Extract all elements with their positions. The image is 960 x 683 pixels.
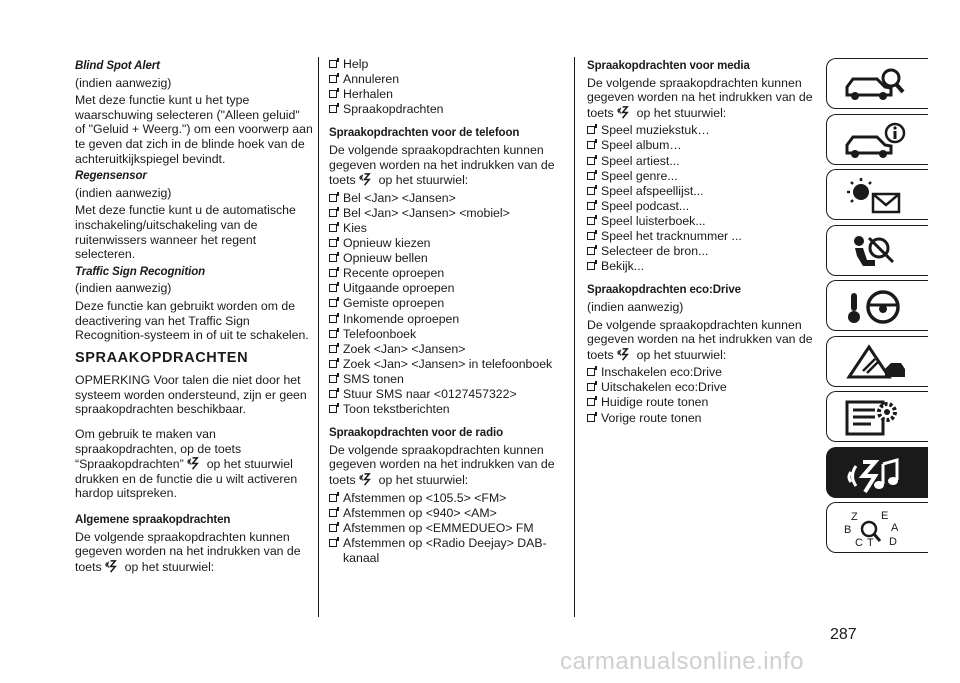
tab-car-search[interactable] <box>826 58 928 109</box>
column-3 <box>587 57 819 429</box>
section-title: SPRAAKOPDRACHTEN <box>75 349 249 366</box>
traffic-sign-text: Deze functie kan gebruikt worden om de deactivering van het Traffic Sign Recognition-systeem in of uit te schakelen. <box>75 298 309 343</box>
list-item: Spraakopdrachten <box>329 102 567 117</box>
regensensor-text: Met deze functie kunt u de automatische inschakeling/uitschakeling van de ruitenwissers wanneer het regent selecteren. <box>75 203 296 262</box>
checkbox-icon <box>329 254 337 262</box>
checkbox-icon <box>587 414 595 422</box>
phone-commands-list <box>329 191 567 417</box>
language-note: OPMERKING Voor talen die niet door het systeem worden ondersteund, zijn er geen spraakopdrachten beschikbaar. <box>75 373 307 417</box>
general-text-after: op het stuurwiel: <box>124 559 215 574</box>
checkbox-icon <box>329 299 337 307</box>
checkbox-icon <box>587 172 595 180</box>
list-item: Bel <Jan> <Jansen> <mobiel> <box>329 206 567 221</box>
list-item: Speel het tracknummer ... <box>587 229 819 244</box>
airbag-person-icon <box>841 232 911 272</box>
traffic-sign-availability: (indien aanwezig) <box>75 281 172 296</box>
list-item: Speel genre... <box>587 169 819 184</box>
list-item: Kies <box>329 221 567 236</box>
checkbox-icon <box>329 269 337 277</box>
list-item: Speel luisterboek... <box>587 214 819 229</box>
svg-text:T: T <box>867 537 874 549</box>
svg-text:A: A <box>891 522 899 534</box>
voice-command-icon <box>358 172 373 187</box>
checkbox-icon <box>587 262 595 270</box>
list-item: Speel podcast... <box>587 199 819 214</box>
checkbox-icon <box>329 284 337 292</box>
voice-command-icon <box>186 456 201 471</box>
checkbox-icon <box>329 539 337 547</box>
column-1 <box>75 57 313 577</box>
voice-command-icon <box>104 559 119 574</box>
usage-text <box>75 427 313 501</box>
tab-alphabet-index[interactable] <box>826 502 928 553</box>
checkbox-icon <box>329 509 337 517</box>
column-divider <box>574 57 575 617</box>
page-number: 287 <box>830 626 857 643</box>
checkbox-icon <box>587 202 595 210</box>
checkbox-icon <box>587 398 595 406</box>
phone-commands-text: De volgende spraakopdrachten kunnen gegeven worden na het indrukken van de toets op het stuurwiel: <box>329 142 555 188</box>
warning-car-icon <box>841 343 911 383</box>
tab-airbag[interactable] <box>826 225 928 276</box>
general-commands-list <box>329 57 567 117</box>
list-item: Herhalen <box>329 87 567 102</box>
checkbox-icon <box>587 141 595 149</box>
list-item: Inschakelen eco:Drive <box>587 365 819 380</box>
list-item: SMS tonen <box>329 372 567 387</box>
column-2 <box>329 57 567 569</box>
svg-text:D: D <box>889 536 897 548</box>
list-item: Huidige route tonen <box>587 395 819 410</box>
voice-command-icon <box>616 105 631 120</box>
list-item: Speel album… <box>587 138 819 153</box>
list-item: Afstemmen op <105.5> <FM> <box>329 491 567 506</box>
voice-command-icon <box>616 347 631 362</box>
list-item: Gemiste oproepen <box>329 296 567 311</box>
general-text-before: De volgende spraakopdrachten kunnen gegeven worden na het indrukken van de toets <box>75 529 301 574</box>
list-item: Speel muziekstuk… <box>587 123 819 138</box>
tab-car-info[interactable] <box>826 114 928 165</box>
checkbox-icon <box>329 90 337 98</box>
tab-service[interactable] <box>826 391 928 442</box>
svg-text:E: E <box>881 510 889 522</box>
traffic-sign-title: Traffic Sign Recognition <box>75 265 206 278</box>
list-item: Afstemmen op <Radio Deejay> DAB-kanaal <box>329 536 567 566</box>
radio-commands-list <box>329 491 567 566</box>
regensensor-availability: (indien aanwezig) <box>75 185 172 200</box>
list-item: Speel artiest... <box>587 154 819 169</box>
checkbox-icon <box>329 375 337 383</box>
checkbox-icon <box>587 187 595 195</box>
checkbox-icon <box>329 345 337 353</box>
list-item: Opnieuw kiezen <box>329 236 567 251</box>
list-item: Afstemmen op <940> <AM> <box>329 506 567 521</box>
checkbox-icon <box>329 209 337 217</box>
checkbox-icon <box>329 360 337 368</box>
radio-commands-text: De volgende spraakopdrachten kunnen gegeven worden na het indrukken van de toets op het stuurwiel: <box>329 442 555 487</box>
list-item: Annuleren <box>329 72 567 87</box>
svg-text:Z: Z <box>851 511 858 523</box>
list-item: Stuur SMS naar <0127457322> <box>329 387 567 402</box>
eco-commands-list <box>587 365 819 425</box>
checkbox-icon <box>329 390 337 398</box>
tab-warning[interactable] <box>826 336 928 387</box>
checkbox-icon <box>587 247 595 255</box>
checkbox-icon <box>329 494 337 502</box>
list-item: Afstemmen op <EMMEDUEO> FM <box>329 521 567 536</box>
regensensor-title: Regensensor <box>75 170 147 183</box>
eco-availability: (indien aanwezig) <box>587 299 684 314</box>
list-item: Help <box>329 57 567 72</box>
car-info-icon <box>841 121 911 161</box>
list-item: Zoek <Jan> <Jansen> <box>329 342 567 357</box>
chapter-tabs <box>826 58 928 558</box>
checkbox-icon <box>587 232 595 240</box>
usage-text-after: op het stuurwiel drukken en de functie die u wilt activeren hardop uitspreken. <box>75 457 298 501</box>
blind-spot-alert-availability: (indien aanwezig) <box>75 75 172 90</box>
media-commands-title: Spraakopdrachten voor media <box>587 60 750 72</box>
list-item: Opnieuw bellen <box>329 251 567 266</box>
checkbox-icon <box>587 217 595 225</box>
list-item: Inkomende oproepen <box>329 312 567 327</box>
blind-spot-alert-text: Met deze functie kunt u het type waarschuwing selecteren ("Alleen geluid" of "Geluid + Weerg.") om een voorwerp aan te geven dat zich in de blinde hoek van de achteruitkijkspiegel bevindt. <box>75 93 313 166</box>
checkbox-icon <box>587 157 595 165</box>
checkbox-icon <box>329 330 337 338</box>
tab-voice-music[interactable] <box>826 447 928 498</box>
svg-text:B: B <box>844 524 852 536</box>
voice-command-icon <box>358 472 373 487</box>
checkbox-icon <box>329 239 337 247</box>
list-item: Selecteer de bron... <box>587 244 819 259</box>
blind-spot-alert-title: Blind Spot Alert <box>75 60 160 72</box>
car-search-icon <box>841 65 911 105</box>
checkbox-icon <box>329 405 337 413</box>
checkbox-icon <box>329 224 337 232</box>
checkbox-icon <box>587 126 595 134</box>
radio-commands-title: Spraakopdrachten voor de radio <box>329 427 504 440</box>
phone-commands-title: Spraakopdrachten voor de telefoon <box>329 127 520 140</box>
checkbox-icon <box>329 105 337 113</box>
media-commands-text: De volgende spraakopdrachten kunnen gegeven worden na het indrukken van de toets op het stuurwiel: <box>587 75 813 120</box>
list-item: Telefoonboek <box>329 327 567 342</box>
alphabet-search-icon <box>841 509 911 549</box>
list-item: Toon tekstberichten <box>329 402 567 417</box>
voice-music-icon <box>841 454 911 494</box>
list-item: Uitgaande oproepen <box>329 281 567 296</box>
checkbox-icon <box>329 75 337 83</box>
footer-watermark: carmanualsonline.info <box>560 648 804 675</box>
list-item: Uitschakelen eco:Drive <box>587 380 819 395</box>
list-item: Recente oproepen <box>329 266 567 281</box>
checkbox-icon <box>329 524 337 532</box>
checkbox-icon <box>329 194 337 202</box>
tab-lights-mail[interactable] <box>826 169 928 220</box>
general-commands-text <box>75 530 313 575</box>
list-item: Bekijk... <box>587 259 819 274</box>
checkbox-icon <box>329 60 337 68</box>
general-commands-title: Algemene spraakopdrachten <box>75 514 231 527</box>
lights-mail-icon <box>841 176 911 216</box>
checkbox-icon <box>587 383 595 391</box>
svg-text:C: C <box>855 537 863 549</box>
list-item: Vorige route tonen <box>587 411 819 426</box>
list-item: Zoek <Jan> <Jansen> in telefoonboek <box>329 357 567 372</box>
usage-text-before: Om gebruik te maken van spraakopdrachten, op de toets “Spraakopdrachten” <box>75 427 242 472</box>
checkbox-icon <box>329 315 337 323</box>
column-divider <box>318 57 319 617</box>
tab-steering[interactable] <box>826 280 928 331</box>
eco-commands-text: De volgende spraakopdrachten kunnen gegeven worden na het indrukken van de toets op het stuurwiel: <box>587 317 813 362</box>
steering-key-icon <box>841 287 911 327</box>
media-commands-list <box>587 123 819 274</box>
eco-commands-title: Spraakopdrachten eco:Drive <box>587 284 741 297</box>
service-gear-icon <box>841 398 911 438</box>
checkbox-icon <box>587 368 595 376</box>
list-item: Bel <Jan> <Jansen> <box>329 191 567 206</box>
list-item: Speel afspeellijst... <box>587 184 819 199</box>
